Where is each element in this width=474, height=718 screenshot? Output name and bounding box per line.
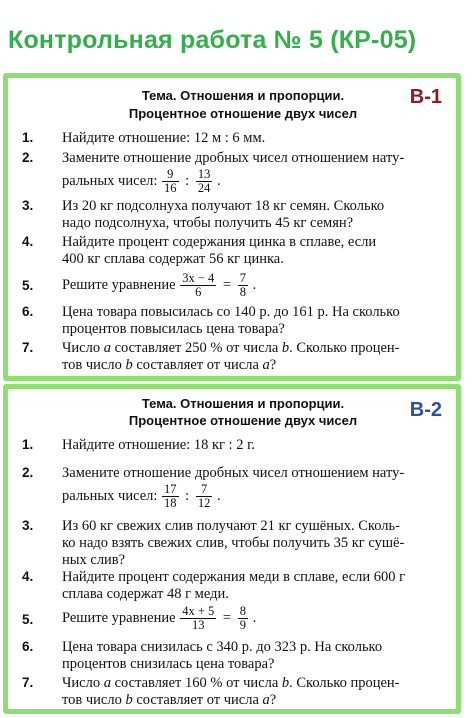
task-number: 1. [22,437,34,452]
task-text: ко надо взять свежих слив, чтобы получить 35 кг сушё- [62,535,405,551]
task-number: 6. [22,639,34,654]
task-text: Замените отношение дробных чисел отношением нату- [62,465,405,481]
task-text: процентов снизилась цена товара? [62,656,275,672]
fraction: $\frac{9}{16}$ [164,167,177,195]
task-number: 4. [22,569,34,584]
task-text: Найдите отношение: 18 кг : 2 г. [62,437,256,453]
task-text: Из 60 кг свежих слив получают 21 кг сушёных. Сколь- [62,518,400,534]
task-number: 3. [22,198,34,213]
topic-line-2: Процентное отношение двух чисел [128,106,358,121]
fraction: $\frac{17}{18}$ [164,482,177,510]
task-text: Найдите процент содержания меди в сплаве, если 600 г [62,569,406,585]
task-text: Замените отношение дробных чисел отношением нату- [62,150,405,166]
fraction: $\frac{7}{12}$ [197,482,211,510]
task-number: 7. [22,675,34,690]
task-number: 4. [22,234,34,249]
task-text: 400 кг сплава содержат 56 кг цинка. [62,251,284,267]
task-text: Цена товара повысилась со 140 р. до 161 р. На сколько [62,304,400,320]
task-text: Цена товара снизилась с 340 р. до 323 р. На сколько [62,639,383,655]
task-text: тов число b составляет от числа a? [62,357,277,373]
task-number: 2. [22,465,34,480]
variant-label: В-1 [409,86,442,108]
task-number: 5. [22,278,34,293]
task-number: 1. [22,130,34,145]
task-text: процентов повысилась цена товара? [62,321,285,337]
variant-1-card: Тема. Отношения и пропорции. Процентное отношение двух чисел В-1 1. Найдите отношение: 12 м : 6 мм. 2. Замените отношение дробных чисел отношением нату- ральных чисел: $\frac{9}{16}$ : $\frac{13}{24}$ . 3. Из 20 кг подсолнуха получают 18 кг семян. Сколько надо подсолнуха, чтобы получить 45 кг семян? 4. Найдите процент содержания цинка в сплаве, если 400 кг сплава содержат 56 кг цинка. 5. Решите уравнение $\frac{3x - 4}{6}$ = $\frac{7}{8}$ . 6. Цена товара повысилась со 140 р. до 161 р. На сколько процентов повысилась цена товара? 7. Число a составляет 250 % от числа b. Сколько процен- тов число b составляет от числа a? [3,73,461,381]
task-number: 2. [22,150,34,165]
task-text: ральных чисел: [62,487,158,504]
task-number: 7. [22,340,34,355]
topic-line-2: Процентное отношение двух чисел [128,413,358,428]
task-text: Число a составляет 250 % от числа b. Сколько процен- [62,340,400,356]
variant-label: В-2 [409,399,442,421]
task-text: ных слив? [62,552,126,568]
task-text: сплава содержат 48 г меди. [62,586,229,602]
task-text: надо подсолнуха, чтобы получить 45 кг семян? [62,215,354,231]
task-text: тов число b составляет от числа a? [62,692,277,708]
fraction: $\frac{7}{8}$ [239,271,246,299]
topic-line-1: Тема. Отношения и пропорции. [141,88,345,103]
fraction: $\frac{3x - 4}{6}$ [182,271,215,299]
task-text: ральных чисел: [62,172,158,189]
task-text: Из 20 кг подсолнуха получают 18 кг семян. Сколько [62,198,385,214]
fraction: $\frac{4x + 5}{13}$ [182,604,215,632]
task-text: Найдите отношение: 12 м : 6 мм. [62,130,266,146]
variant-2-card: Тема. Отношения и пропорции. Процентное отношение двух чисел В-2 1. Найдите отношение: 18 кг : 2 г. 2. Замените отношение дробных чисел отношением нату- ральных чисел: $\frac{17}{18}$ : $\frac{7}{12}$ . 3. Из 60 кг свежих слив получают 21 кг сушёных. Сколь- ко надо взять свежих слив, чтобы получить 35 кг сушё- ных слив? 4. Найдите процент содержания меди в сплаве, если 600 г сплава содержат 48 г меди. 5. Решите уравнение $\frac{4x + 5}{13}$ = $\frac{8}{9}$ . 6. Цена товара снизилась с 340 р. до 323 р. На сколько процентов снизилась цена товара? 7. Число a составляет 160 % от числа b. Сколько процен- тов число b составляет от числа a? [3,384,461,714]
fraction: $\frac{8}{9}$ [239,604,246,632]
fraction: $\frac{13}{24}$ [197,167,211,195]
task-text: Решите уравнение [62,276,176,293]
topic-line-1: Тема. Отношения и пропорции. [141,396,345,411]
task-text: Решите уравнение [62,609,176,626]
task-number: 3. [22,518,34,533]
task-text: Найдите процент содержания цинка в сплаве, если [62,234,377,250]
task-number: 6. [22,304,34,319]
task-number: 5. [22,612,34,627]
task-text: Число a составляет 160 % от числа b. Сколько процен- [62,675,400,691]
page-title: Контрольная работа № 5 (КР-05) [8,26,417,54]
